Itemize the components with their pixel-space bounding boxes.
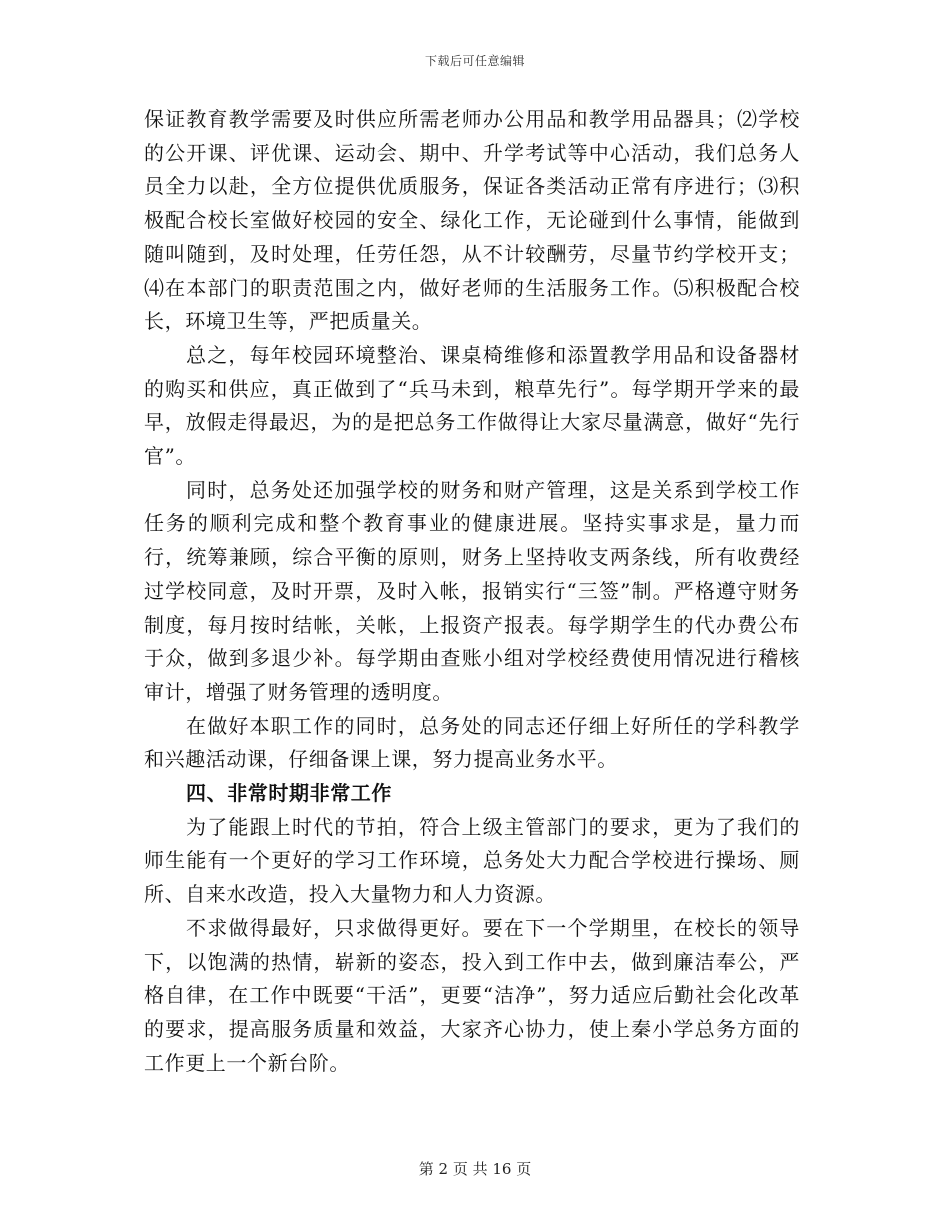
- paragraph-summary: 总之，每年校园环境整治、课桌椅维修和添置教学用品和设备器材的购买和供应，真正做到了“兵马未到，粮草先行”。每学期开学来的最早，放假走得最迟，为的是把总务工作做得让大家尽量满意，做好“先行官”。: [144, 342, 800, 469]
- page-number: 第 2 页 共 16 页: [418, 1160, 532, 1178]
- document-body: [144, 103, 800, 1080]
- page-header-note: 下载后可任意编辑: [424, 54, 525, 68]
- paragraph-teaching: 在做好本职工作的同时，总务处的同志还仔细上好所任的学科教学和兴趣活动课，仔细备课上课，努力提高业务水平。: [144, 713, 800, 772]
- paragraph-finance: 同时，总务处还加强学校的财务和财产管理，这是关系到学校工作任务的顺利完成和整个教育事业的健康进展。坚持实事求是，量力而行，统筹兼顾，综合平衡的原则，财务上坚持收支两条线，所有收费经过学校同意，及时开票，及时入帐，报销实行“三签”制。严格遵守财务制度，每月按时结帐，关帐，上报资产报表。每学期学生的代办费公布于众，做到多退少补。每学期由查账小组对学校经费使用情况进行稽核审计，增强了财务管理的透明度。: [144, 477, 800, 704]
- paragraph-outlook: 不求做得最好，只求做得更好。要在下一个学期里，在校长的领导下，以饱满的热情，崭新的姿态，投入到工作中去，做到廉洁奉公，严格自律，在工作中既要“干活”，更要“洁净”，努力适应后勤社会化改革的要求，提高服务质量和效益，大家齐心协力，使上秦小学总务方面的工作更上一个新台阶。: [144, 915, 800, 1075]
- paragraph-continuation: 保证教育教学需要及时供应所需老师办公用品和教学用品器具；⑵学校的公开课、评优课、运动会、期中、升学考试等中心活动，我们总务人员全力以赴，全方位提供优质服务，保证各类活动正常有序进行；⑶积极配合校长室做好校园的安全、绿化工作，无论碰到什么事情，能做到随叫随到，及时处理，任劳任怨，从不计较酬劳，尽量节约学校开支；⑷在本部门的职责范围之内，做好老师的生活服务工作。⑸积极配合校长，环境卫生等，严把质量关。: [144, 107, 800, 334]
- paragraph-renovation: 为了能跟上时代的节拍，符合上级主管部门的要求，更为了我们的师生能有一个更好的学习工作环境，总务处大力配合学校进行操场、厕所、自来水改造，投入大量物力和人力资源。: [144, 814, 800, 907]
- section-heading: 四、非常时期非常工作: [186, 781, 392, 806]
